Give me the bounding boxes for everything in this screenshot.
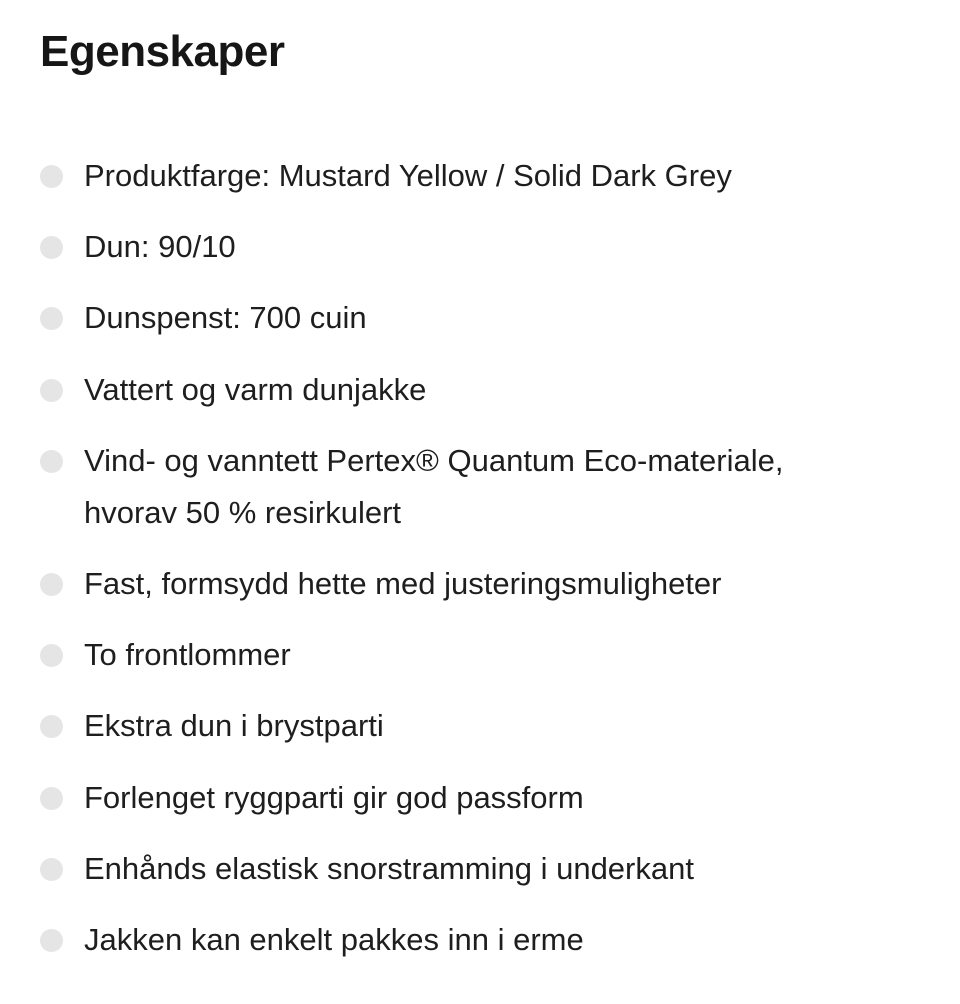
feature-item-front-pockets — [40, 629, 920, 681]
feature-item-fill-power — [40, 292, 920, 344]
bullet-icon — [40, 573, 63, 596]
feature-text: Enhånds elastisk snorstramming i underkant — [84, 850, 694, 886]
features-heading: Egenskaper — [40, 27, 285, 76]
feature-item-material — [40, 435, 884, 539]
bullet-icon — [40, 379, 63, 402]
feature-item-chest-down — [40, 700, 920, 752]
feature-item-drawcord — [40, 843, 920, 895]
features-list — [40, 150, 920, 985]
feature-text: Ekstra dun i brystparti — [84, 708, 384, 744]
feature-item-hood — [40, 558, 920, 610]
bullet-icon — [40, 236, 63, 259]
feature-text: Dun: 90/10 — [84, 229, 236, 265]
feature-text: Vattert og varm dunjakke — [84, 371, 427, 407]
feature-item-product-color — [40, 150, 920, 202]
bullet-icon — [40, 715, 63, 738]
bullet-icon — [40, 165, 63, 188]
feature-item-quilted — [40, 364, 920, 416]
bullet-icon — [40, 858, 63, 881]
feature-item-down — [40, 221, 920, 273]
feature-text: Dunspenst: 700 cuin — [84, 300, 367, 336]
feature-text: To frontlommer — [84, 637, 291, 673]
feature-text: Fast, formsydd hette med justeringsmuligheter — [84, 565, 722, 601]
feature-text: Forlenget ryggparti gir god passform — [84, 779, 584, 815]
feature-text: Jakken kan enkelt pakkes inn i erme — [84, 921, 584, 957]
feature-item-packable — [40, 914, 920, 966]
feature-item-back-length — [40, 772, 920, 824]
feature-text: Produktfarge: Mustard Yellow / Solid Dark Grey — [84, 158, 732, 193]
feature-text: Vind- og vanntett Pertex® Quantum Eco-materiale, hvorav 50 % resirkulert — [84, 442, 784, 530]
bullet-icon — [40, 450, 63, 473]
bullet-icon — [40, 787, 63, 810]
bullet-icon — [40, 929, 63, 952]
bullet-icon — [40, 307, 63, 330]
bullet-icon — [40, 644, 63, 667]
